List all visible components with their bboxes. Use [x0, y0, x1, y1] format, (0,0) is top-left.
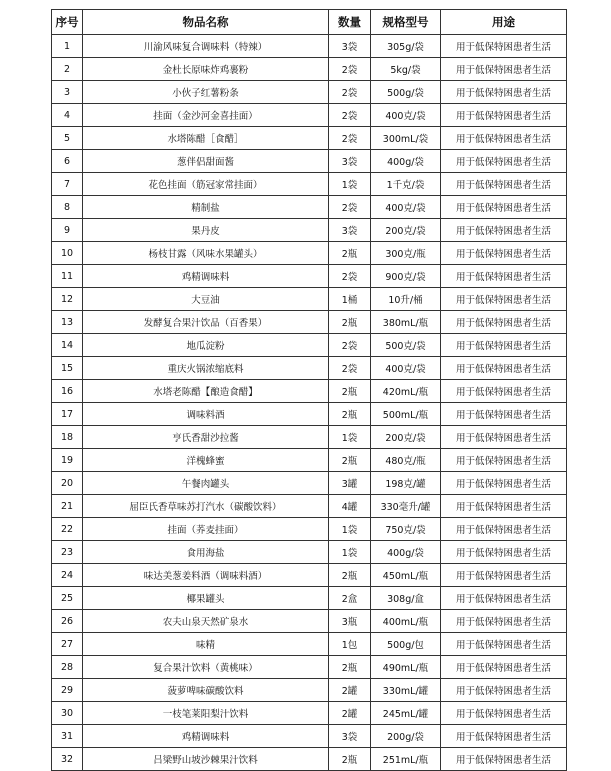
- cell-quantity: 2袋: [329, 196, 371, 219]
- cell-item-name: 果丹皮: [83, 219, 329, 242]
- cell-quantity: 1桶: [329, 288, 371, 311]
- cell-item-name: 杨枝甘露（风味水果罐头）: [83, 242, 329, 265]
- cell-purpose: 用于低保特困患者生活: [441, 311, 567, 334]
- cell-purpose: 用于低保特困患者生活: [441, 35, 567, 58]
- cell-quantity: 2盒: [329, 587, 371, 610]
- cell-item-name: 花色挂面（筋冠家常挂面）: [83, 173, 329, 196]
- cell-spec: 500g/包: [371, 633, 441, 656]
- cell-item-name: 挂面（荞麦挂面）: [83, 518, 329, 541]
- cell-serial: 14: [52, 334, 83, 357]
- cell-item-name: 发酵复合果汁饮品（百香果）: [83, 311, 329, 334]
- cell-purpose: 用于低保特困患者生活: [441, 518, 567, 541]
- cell-item-name: 小伙子红薯粉条: [83, 81, 329, 104]
- cell-purpose: 用于低保特困患者生活: [441, 564, 567, 587]
- table-row: [52, 495, 567, 518]
- table-row: [52, 656, 567, 679]
- cell-spec: 305g/袋: [371, 35, 441, 58]
- cell-item-name: 鸡精调味料: [83, 265, 329, 288]
- cell-quantity: 1袋: [329, 426, 371, 449]
- cell-item-name: 味达美葱姜料酒（调味料酒）: [83, 564, 329, 587]
- cell-item-name: 挂面（金沙河金喜挂面）: [83, 104, 329, 127]
- cell-purpose: 用于低保特困患者生活: [441, 633, 567, 656]
- cell-spec: 5kg/袋: [371, 58, 441, 81]
- cell-spec: 400mL/瓶: [371, 610, 441, 633]
- cell-serial: 4: [52, 104, 83, 127]
- cell-spec: 400g/袋: [371, 541, 441, 564]
- cell-item-name: 水塔陈醋［食醋］: [83, 127, 329, 150]
- cell-serial: 22: [52, 518, 83, 541]
- cell-quantity: 2袋: [329, 357, 371, 380]
- cell-purpose: 用于低保特困患者生活: [441, 725, 567, 748]
- table-row: [52, 127, 567, 150]
- table-row: [52, 633, 567, 656]
- cell-spec: 400g/袋: [371, 150, 441, 173]
- cell-purpose: 用于低保特困患者生活: [441, 81, 567, 104]
- cell-purpose: 用于低保特困患者生活: [441, 173, 567, 196]
- cell-spec: 900克/袋: [371, 265, 441, 288]
- cell-spec: 490mL/瓶: [371, 656, 441, 679]
- cell-serial: 20: [52, 472, 83, 495]
- cell-item-name: 食用海盐: [83, 541, 329, 564]
- cell-item-name: 亨氏香甜沙拉酱: [83, 426, 329, 449]
- cell-quantity: 2瓶: [329, 748, 371, 771]
- table-row: [52, 357, 567, 380]
- cell-quantity: 3瓶: [329, 610, 371, 633]
- cell-item-name: 午餐肉罐头: [83, 472, 329, 495]
- cell-quantity: 2瓶: [329, 311, 371, 334]
- table-row: [52, 587, 567, 610]
- cell-item-name: 精制盐: [83, 196, 329, 219]
- cell-quantity: 1袋: [329, 518, 371, 541]
- cell-item-name: 农夫山泉天然矿泉水: [83, 610, 329, 633]
- cell-purpose: 用于低保特困患者生活: [441, 242, 567, 265]
- cell-quantity: 2袋: [329, 81, 371, 104]
- cell-serial: 29: [52, 679, 83, 702]
- cell-spec: 380mL/瓶: [371, 311, 441, 334]
- cell-item-name: 葱伴侣甜面酱: [83, 150, 329, 173]
- cell-spec: 500mL/瓶: [371, 403, 441, 426]
- cell-quantity: 1包: [329, 633, 371, 656]
- cell-serial: 7: [52, 173, 83, 196]
- table-row: [52, 472, 567, 495]
- cell-quantity: 3袋: [329, 219, 371, 242]
- table-row: [52, 380, 567, 403]
- table-row: [52, 725, 567, 748]
- cell-quantity: 2罐: [329, 679, 371, 702]
- cell-spec: 750克/袋: [371, 518, 441, 541]
- header-spec: 规格型号: [371, 10, 441, 35]
- table-row: [52, 311, 567, 334]
- cell-serial: 2: [52, 58, 83, 81]
- cell-spec: 245mL/罐: [371, 702, 441, 725]
- cell-purpose: 用于低保特困患者生活: [441, 357, 567, 380]
- cell-quantity: 2罐: [329, 702, 371, 725]
- cell-item-name: 洋槐蜂蜜: [83, 449, 329, 472]
- cell-spec: 400克/袋: [371, 196, 441, 219]
- cell-serial: 26: [52, 610, 83, 633]
- cell-serial: 9: [52, 219, 83, 242]
- cell-quantity: 1袋: [329, 173, 371, 196]
- table-row: [52, 150, 567, 173]
- cell-spec: 198克/罐: [371, 472, 441, 495]
- table-row: [52, 541, 567, 564]
- cell-quantity: 2袋: [329, 127, 371, 150]
- table-row: [52, 265, 567, 288]
- table-row: [52, 173, 567, 196]
- cell-spec: 480克/瓶: [371, 449, 441, 472]
- items-table: [51, 9, 567, 771]
- cell-serial: 27: [52, 633, 83, 656]
- table-row: [52, 288, 567, 311]
- table-row: [52, 426, 567, 449]
- cell-spec: 500克/袋: [371, 334, 441, 357]
- cell-quantity: 2瓶: [329, 564, 371, 587]
- cell-quantity: 2瓶: [329, 403, 371, 426]
- header-quantity: 数量: [329, 10, 371, 35]
- table-row: [52, 58, 567, 81]
- table-row: [52, 679, 567, 702]
- cell-serial: 18: [52, 426, 83, 449]
- table-row: [52, 196, 567, 219]
- cell-serial: 16: [52, 380, 83, 403]
- cell-quantity: 3袋: [329, 35, 371, 58]
- cell-serial: 32: [52, 748, 83, 771]
- cell-item-name: 水塔老陈醋【酿造食醋】: [83, 380, 329, 403]
- cell-serial: 23: [52, 541, 83, 564]
- cell-item-name: 金杜长原味炸鸡裹粉: [83, 58, 329, 81]
- cell-serial: 15: [52, 357, 83, 380]
- cell-purpose: 用于低保特困患者生活: [441, 679, 567, 702]
- cell-spec: 200克/袋: [371, 426, 441, 449]
- cell-item-name: 一枝笔莱阳梨汁饮料: [83, 702, 329, 725]
- cell-item-name: 屈臣氏香草味苏打汽水（碳酸饮料）: [83, 495, 329, 518]
- cell-quantity: 1袋: [329, 541, 371, 564]
- cell-purpose: 用于低保特困患者生活: [441, 334, 567, 357]
- cell-purpose: 用于低保特困患者生活: [441, 541, 567, 564]
- cell-item-name: 大豆油: [83, 288, 329, 311]
- cell-spec: 300mL/袋: [371, 127, 441, 150]
- cell-serial: 12: [52, 288, 83, 311]
- cell-quantity: 2瓶: [329, 242, 371, 265]
- cell-serial: 31: [52, 725, 83, 748]
- cell-quantity: 2袋: [329, 58, 371, 81]
- cell-spec: 1千克/袋: [371, 173, 441, 196]
- cell-serial: 19: [52, 449, 83, 472]
- cell-purpose: 用于低保特困患者生活: [441, 265, 567, 288]
- cell-purpose: 用于低保特困患者生活: [441, 495, 567, 518]
- cell-purpose: 用于低保特困患者生活: [441, 104, 567, 127]
- cell-purpose: 用于低保特困患者生活: [441, 127, 567, 150]
- cell-serial: 3: [52, 81, 83, 104]
- table-row: [52, 564, 567, 587]
- table-row: [52, 518, 567, 541]
- cell-quantity: 2袋: [329, 104, 371, 127]
- cell-serial: 30: [52, 702, 83, 725]
- cell-serial: 25: [52, 587, 83, 610]
- cell-item-name: 菠萝啤味碳酸饮料: [83, 679, 329, 702]
- cell-item-name: 重庆火锅浓缩底料: [83, 357, 329, 380]
- table-row: [52, 242, 567, 265]
- cell-serial: 17: [52, 403, 83, 426]
- cell-purpose: 用于低保特困患者生活: [441, 58, 567, 81]
- cell-serial: 1: [52, 35, 83, 58]
- table-row: [52, 104, 567, 127]
- cell-spec: 200g/袋: [371, 725, 441, 748]
- cell-serial: 11: [52, 265, 83, 288]
- cell-spec: 500g/袋: [371, 81, 441, 104]
- cell-item-name: 复合果汁饮料（黄桃味）: [83, 656, 329, 679]
- cell-spec: 308g/盒: [371, 587, 441, 610]
- cell-purpose: 用于低保特困患者生活: [441, 748, 567, 771]
- table-row: [52, 35, 567, 58]
- cell-spec: 10升/桶: [371, 288, 441, 311]
- cell-item-name: 地瓜淀粉: [83, 334, 329, 357]
- cell-item-name: 味精: [83, 633, 329, 656]
- cell-serial: 28: [52, 656, 83, 679]
- cell-purpose: 用于低保特困患者生活: [441, 403, 567, 426]
- cell-item-name: 鸡精调味料: [83, 725, 329, 748]
- cell-purpose: 用于低保特困患者生活: [441, 196, 567, 219]
- header-item-name: 物品名称: [83, 10, 329, 35]
- cell-serial: 8: [52, 196, 83, 219]
- header-row: [52, 10, 567, 35]
- cell-spec: 400克/袋: [371, 357, 441, 380]
- cell-serial: 13: [52, 311, 83, 334]
- cell-purpose: 用于低保特困患者生活: [441, 380, 567, 403]
- cell-quantity: 3袋: [329, 725, 371, 748]
- cell-serial: 6: [52, 150, 83, 173]
- cell-quantity: 2瓶: [329, 449, 371, 472]
- cell-quantity: 4罐: [329, 495, 371, 518]
- cell-serial: 10: [52, 242, 83, 265]
- cell-purpose: 用于低保特困患者生活: [441, 288, 567, 311]
- cell-spec: 400克/袋: [371, 104, 441, 127]
- cell-spec: 300克/瓶: [371, 242, 441, 265]
- table-row: [52, 610, 567, 633]
- cell-serial: 21: [52, 495, 83, 518]
- header-purpose: 用途: [441, 10, 567, 35]
- cell-spec: 330mL/罐: [371, 679, 441, 702]
- header-serial: 序号: [52, 10, 83, 35]
- cell-quantity: 2瓶: [329, 656, 371, 679]
- table-row: [52, 702, 567, 725]
- table-row: [52, 219, 567, 242]
- cell-purpose: 用于低保特困患者生活: [441, 426, 567, 449]
- cell-quantity: 3罐: [329, 472, 371, 495]
- cell-purpose: 用于低保特困患者生活: [441, 656, 567, 679]
- cell-item-name: 椰果罐头: [83, 587, 329, 610]
- table-row: [52, 81, 567, 104]
- cell-spec: 251mL/瓶: [371, 748, 441, 771]
- cell-purpose: 用于低保特困患者生活: [441, 702, 567, 725]
- cell-spec: 420mL/瓶: [371, 380, 441, 403]
- cell-spec: 200克/袋: [371, 219, 441, 242]
- table-row: [52, 449, 567, 472]
- cell-spec: 330毫升/罐: [371, 495, 441, 518]
- cell-quantity: 2瓶: [329, 380, 371, 403]
- cell-purpose: 用于低保特困患者生活: [441, 449, 567, 472]
- cell-item-name: 调味料酒: [83, 403, 329, 426]
- cell-purpose: 用于低保特困患者生活: [441, 150, 567, 173]
- cell-item-name: 川渝风味复合调味料（特辣）: [83, 35, 329, 58]
- cell-quantity: 2袋: [329, 265, 371, 288]
- cell-quantity: 2袋: [329, 334, 371, 357]
- table-row: [52, 334, 567, 357]
- cell-purpose: 用于低保特困患者生活: [441, 587, 567, 610]
- cell-quantity: 3袋: [329, 150, 371, 173]
- table-row: [52, 403, 567, 426]
- cell-serial: 5: [52, 127, 83, 150]
- cell-purpose: 用于低保特困患者生活: [441, 219, 567, 242]
- cell-purpose: 用于低保特困患者生活: [441, 472, 567, 495]
- cell-item-name: 吕梁野山坡沙棘果汁饮料: [83, 748, 329, 771]
- table-row: [52, 748, 567, 771]
- cell-purpose: 用于低保特困患者生活: [441, 610, 567, 633]
- cell-spec: 450mL/瓶: [371, 564, 441, 587]
- cell-serial: 24: [52, 564, 83, 587]
